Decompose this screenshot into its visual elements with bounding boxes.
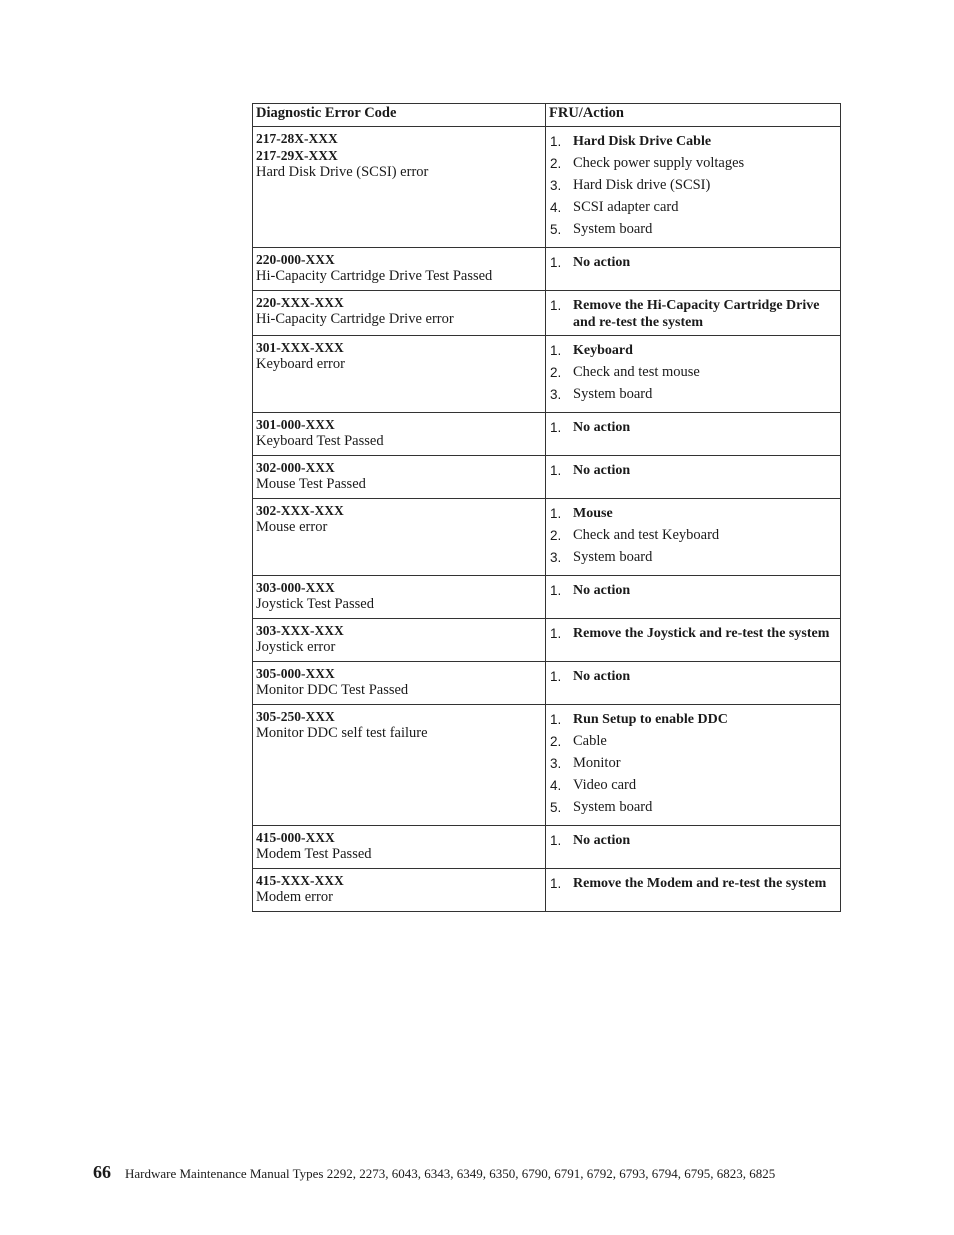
error-description: Joystick Test Passed	[256, 596, 374, 612]
action-step-text: Check and test mouse	[573, 364, 700, 380]
action-step-number: 1.	[550, 134, 562, 149]
action-list	[550, 625, 836, 647]
fru-action-cell	[546, 456, 841, 499]
table-row	[253, 499, 841, 576]
action-step	[550, 254, 836, 276]
action-step	[550, 342, 836, 364]
table-row	[253, 619, 841, 662]
action-step-number: 2.	[550, 156, 562, 171]
action-step	[550, 297, 836, 331]
action-step-text: System board	[573, 799, 653, 815]
action-step-number: 1.	[550, 669, 562, 684]
action-step	[550, 133, 836, 155]
action-step-number: 1.	[550, 833, 562, 848]
error-code: 415-XXX-XXX	[256, 873, 344, 888]
fru-action-cell	[546, 869, 841, 912]
action-step	[550, 625, 836, 647]
error-code: 217-29X-XXX	[256, 148, 338, 163]
error-description: Mouse Test Passed	[256, 476, 366, 492]
action-step-text: No action	[573, 420, 631, 435]
error-code-cell	[253, 662, 546, 705]
fru-action-cell	[546, 576, 841, 619]
action-step	[550, 462, 836, 484]
action-step-text: No action	[573, 833, 631, 848]
action-step-text: Cable	[573, 733, 607, 749]
action-step-number: 1.	[550, 712, 562, 727]
action-step-number: 1.	[550, 298, 562, 313]
action-step	[550, 549, 836, 571]
fru-action-cell	[546, 413, 841, 456]
action-step-number: 3.	[550, 178, 562, 193]
action-step	[550, 386, 836, 408]
action-step	[550, 875, 836, 897]
action-step	[550, 505, 836, 527]
action-list	[550, 297, 836, 331]
error-code-cell	[253, 127, 546, 248]
table-row	[253, 456, 841, 499]
error-code-cell	[253, 456, 546, 499]
action-step	[550, 199, 836, 221]
action-step-number: 4.	[550, 778, 562, 793]
error-code: 305-250-XXX	[256, 709, 335, 724]
error-code-cell	[253, 869, 546, 912]
action-step	[550, 755, 836, 777]
error-code-cell	[253, 619, 546, 662]
error-description: Mouse error	[256, 519, 328, 535]
table-row	[253, 576, 841, 619]
error-description: Monitor DDC Test Passed	[256, 682, 409, 698]
error-code: 303-000-XXX	[256, 580, 335, 595]
action-step	[550, 582, 836, 604]
action-step-number: 1.	[550, 506, 562, 521]
action-step-text: Check and test Keyboard	[573, 527, 720, 543]
action-step-number: 3.	[550, 387, 562, 402]
error-code-cell	[253, 826, 546, 869]
error-code: 303-XXX-XXX	[256, 623, 344, 638]
table-row	[253, 248, 841, 291]
table-row	[253, 127, 841, 248]
action-step-number: 3.	[550, 550, 562, 565]
table-row	[253, 291, 841, 336]
error-description: Hi-Capacity Cartridge Drive Test Passed	[256, 268, 493, 284]
action-step-text: Mouse	[573, 506, 613, 521]
action-step	[550, 221, 836, 243]
error-code: 220-XXX-XXX	[256, 295, 344, 310]
action-step-number: 4.	[550, 200, 562, 215]
fru-action-cell	[546, 499, 841, 576]
error-code: 415-000-XXX	[256, 830, 335, 845]
action-list	[550, 582, 836, 604]
error-description: Monitor DDC self test failure	[256, 725, 428, 741]
error-code: 302-XXX-XXX	[256, 503, 344, 518]
error-code-cell	[253, 248, 546, 291]
action-step-text: No action	[573, 255, 631, 270]
table-row	[253, 826, 841, 869]
error-description: Modem error	[256, 889, 333, 905]
error-description: Keyboard Test Passed	[256, 433, 384, 449]
error-code-cell	[253, 576, 546, 619]
error-description: Keyboard error	[256, 356, 345, 372]
action-step-text: System board	[573, 221, 653, 237]
action-step-text: Hard Disk drive (SCSI)	[573, 177, 711, 193]
action-step-text: SCSI adapter card	[573, 199, 679, 215]
error-code-cell	[253, 336, 546, 413]
error-code: 220-000-XXX	[256, 252, 335, 267]
action-list	[550, 133, 836, 243]
error-description: Hi-Capacity Cartridge Drive error	[256, 311, 454, 327]
action-step-number: 1.	[550, 626, 562, 641]
action-step	[550, 155, 836, 177]
table-row	[253, 705, 841, 826]
action-step-text: Remove the Modem and re-test the system	[573, 876, 827, 891]
error-code: 217-28X-XXX	[256, 131, 338, 146]
action-step	[550, 777, 836, 799]
table-row	[253, 336, 841, 413]
action-step	[550, 668, 836, 690]
fru-action-cell	[546, 248, 841, 291]
action-step-number: 1.	[550, 876, 562, 891]
error-code: 305-000-XXX	[256, 666, 335, 681]
action-step-text: Remove the Joystick and re-test the system	[573, 626, 830, 641]
action-step	[550, 419, 836, 441]
action-step-text: Hard Disk Drive Cable	[573, 134, 712, 149]
fru-action-cell	[546, 619, 841, 662]
action-step-number: 1.	[550, 463, 562, 478]
action-step-number: 1.	[550, 255, 562, 270]
action-step-text: Monitor	[573, 755, 621, 771]
error-code-cell	[253, 291, 546, 336]
action-step	[550, 733, 836, 755]
action-step-text: Remove the Hi-Capacity Cartridge Drive and re-test the system	[573, 298, 820, 330]
action-step-number: 3.	[550, 756, 562, 771]
header-diagnostic-error-code: Diagnostic Error Code	[253, 104, 546, 127]
action-step-text: Run Setup to enable DDC	[573, 712, 728, 727]
header-fru-action: FRU/Action	[546, 104, 841, 127]
error-description: Modem Test Passed	[256, 846, 372, 862]
page-footer	[93, 1162, 893, 1183]
action-list	[550, 342, 836, 408]
action-step-number: 5.	[550, 222, 562, 237]
action-list	[550, 668, 836, 690]
action-step-number: 2.	[550, 734, 562, 749]
table-body	[253, 127, 841, 912]
error-code-cell	[253, 499, 546, 576]
action-list	[550, 254, 836, 276]
diagnostic-error-table	[252, 103, 841, 912]
action-step	[550, 711, 836, 733]
error-code: 301-XXX-XXX	[256, 340, 344, 355]
action-step-text: System board	[573, 549, 653, 565]
error-description: Joystick error	[256, 639, 336, 655]
action-list	[550, 832, 836, 854]
action-list	[550, 419, 836, 441]
table-header-row	[253, 104, 841, 127]
action-step-text: No action	[573, 463, 631, 478]
action-step-text: Keyboard	[573, 343, 633, 358]
fru-action-cell	[546, 705, 841, 826]
action-step	[550, 799, 836, 821]
action-step	[550, 177, 836, 199]
fru-action-cell	[546, 127, 841, 248]
table-row	[253, 662, 841, 705]
action-step-number: 1.	[550, 343, 562, 358]
action-step-number: 5.	[550, 800, 562, 815]
action-list	[550, 875, 836, 897]
action-step-number: 2.	[550, 365, 562, 380]
action-step-text: System board	[573, 386, 653, 402]
table-row	[253, 413, 841, 456]
action-step-number: 2.	[550, 528, 562, 543]
action-step-text: Video card	[573, 777, 637, 793]
action-step-number: 1.	[550, 420, 562, 435]
action-step-number: 1.	[550, 583, 562, 598]
table-row	[253, 869, 841, 912]
footer-text: Hardware Maintenance Manual Types 2292, 2273, 6043, 6343, 6349, 6350, 6790, 6791, 6792, 6793, 6794, 6795, 6823, 6825	[125, 1166, 776, 1181]
error-code: 301-000-XXX	[256, 417, 335, 432]
action-step	[550, 527, 836, 549]
fru-action-cell	[546, 826, 841, 869]
fru-action-cell	[546, 291, 841, 336]
action-list	[550, 505, 836, 571]
action-step-text: Check power supply voltages	[573, 155, 745, 171]
page-number: 66	[93, 1162, 111, 1182]
fru-action-cell	[546, 336, 841, 413]
action-list	[550, 711, 836, 821]
error-code: 302-000-XXX	[256, 460, 335, 475]
error-description: Hard Disk Drive (SCSI) error	[256, 164, 429, 180]
action-list	[550, 462, 836, 484]
action-step	[550, 832, 836, 854]
action-step-text: No action	[573, 583, 631, 598]
error-code-cell	[253, 705, 546, 826]
fru-action-cell	[546, 662, 841, 705]
action-step-text: No action	[573, 669, 631, 684]
error-code-cell	[253, 413, 546, 456]
action-step	[550, 364, 836, 386]
